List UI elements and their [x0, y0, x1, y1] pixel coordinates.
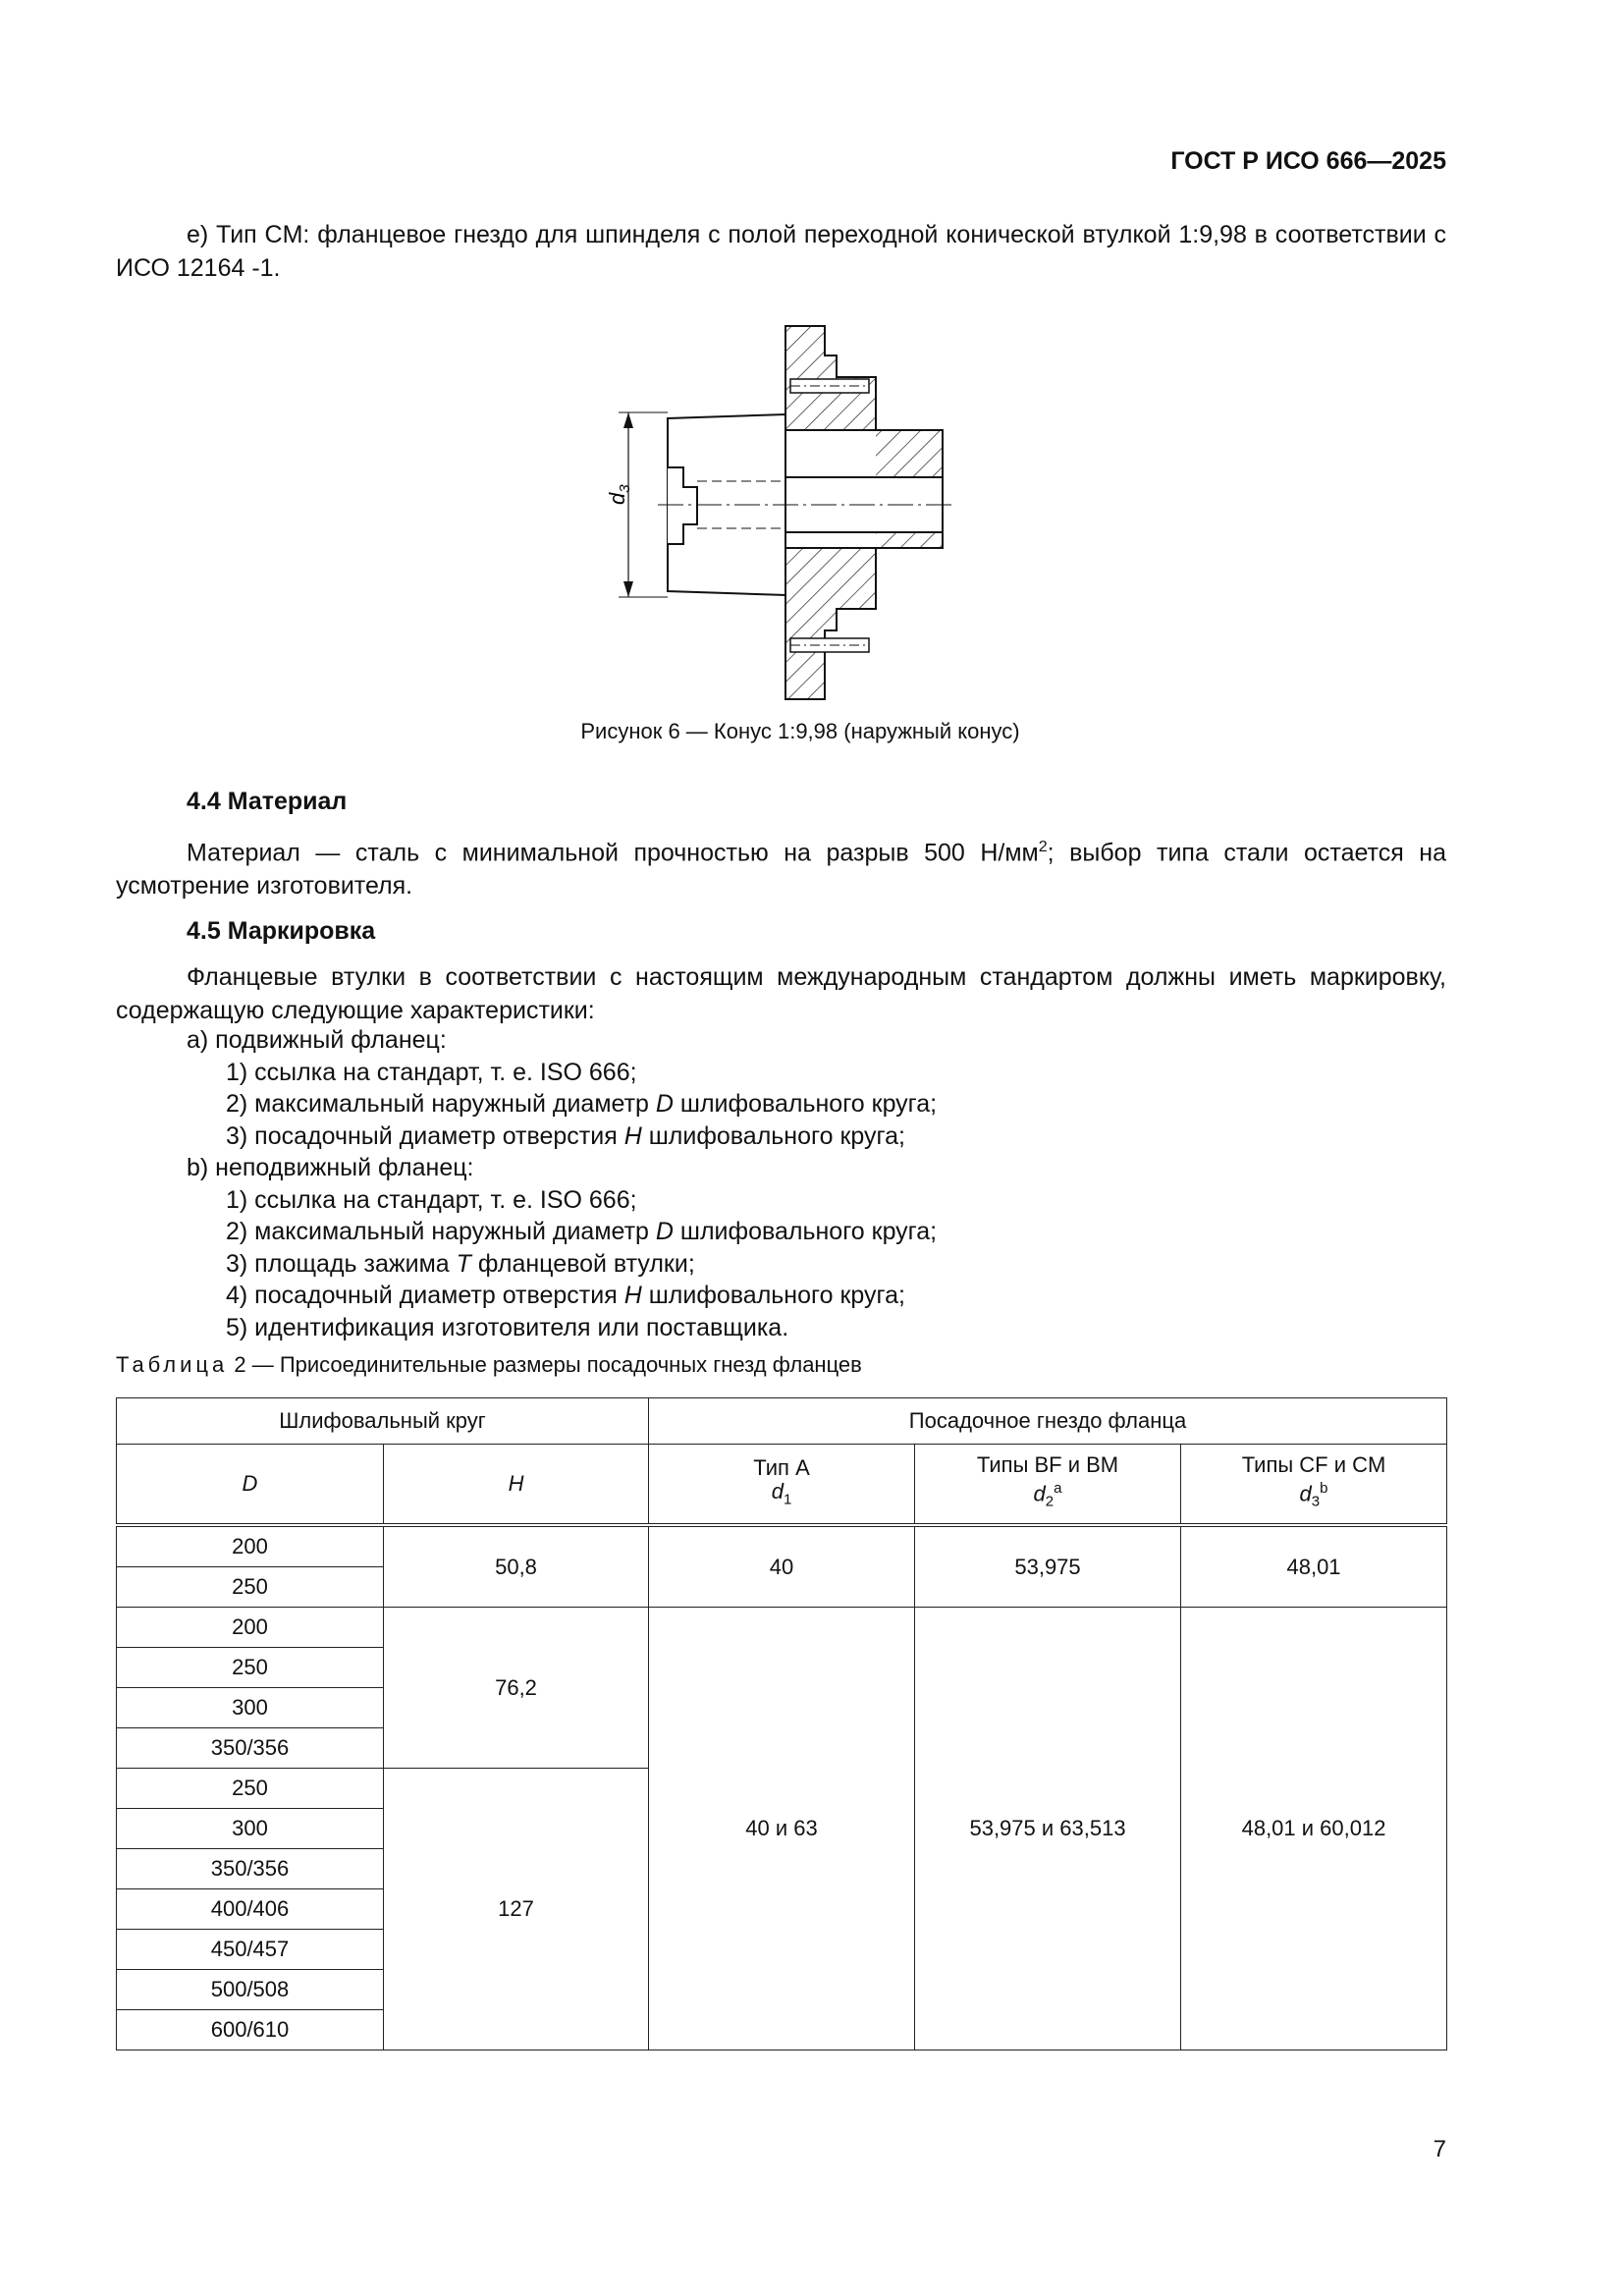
header-grinding-wheel: Шлифовальный круг	[117, 1398, 649, 1445]
table-row: 600/610	[117, 2010, 1447, 2050]
list-item: b) неподвижный фланец:	[187, 1154, 474, 1181]
header-type-c: Типы CF и CM $d_3^b$	[1181, 1445, 1447, 1526]
list-item: 3) площадь зажима T фланцевой втулки;	[226, 1249, 695, 1278]
flange-section-top	[785, 326, 876, 430]
header-type-b: Типы BF и BM $d_2^a$	[915, 1445, 1181, 1526]
flange-dimensions-table	[116, 1397, 1447, 2050]
list-item: 1) ссылка на стандарт, т. е. ISO 666;	[226, 1058, 637, 1086]
marking-intro: Фланцевые втулки в соответствии с настоящим международным стандартом должны иметь маркировку, содержащую следующие характеристики:	[116, 963, 1446, 1024]
table-row: 350/356	[117, 1849, 1447, 1889]
header-type-a: Тип A $d_1$	[649, 1445, 915, 1526]
table-row: 500/508	[117, 1970, 1447, 2010]
section-heading-material: 4.4 Материал	[187, 788, 348, 815]
list-item: 4) посадочный диаметр отверстия H шлифовального круга;	[226, 1282, 905, 1309]
list-item: 1) ссылка на стандарт, т. е. ISO 666;	[226, 1185, 637, 1214]
list-item: а) подвижный фланец:	[187, 1026, 447, 1054]
item-e-paragraph: e) Тип CM: фланцевое гнездо для шпинделя с полой переходной конической втулкой 1:9,98 в соответствии с ИСО 12164 -1.	[116, 221, 1446, 282]
page-number: 7	[1433, 2136, 1446, 2162]
header-flange-seat: Посадочное гнездо фланца	[649, 1398, 1447, 1445]
table-row: 300	[117, 1688, 1447, 1728]
table-row: 250	[117, 1648, 1447, 1688]
marking-list	[187, 1024, 937, 1343]
dimension-d3-label: $d_3$	[605, 484, 633, 505]
header-D: D	[117, 1445, 384, 1526]
table-row: 300	[117, 1809, 1447, 1849]
list-item: 2) максимальный наружный диаметр D шлифовального круга;	[226, 1218, 938, 1245]
header-H: H	[384, 1445, 649, 1526]
table-row: 350/356	[117, 1728, 1447, 1769]
material-paragraph: Материал — сталь с минимальной прочностью на разрыв 500 $Н/мм^2$; выбор типа стали остается на усмотрение изготовителя.	[116, 839, 1446, 901]
figure-caption: Рисунок 6 — Конус 1:9,98 (наружный конус)	[580, 719, 1020, 743]
table-title: Таблица 2 — Присоединительные размеры посадочных гнезд фланцев	[116, 1352, 862, 1377]
list-item: 5) идентификация изготовителя или поставщика.	[226, 1313, 789, 1341]
table-row: 200 76,2 40 и 63 53,975 и 63,513 48,01 и 60,012	[117, 1608, 1447, 1648]
section-heading-marking: 4.5 Маркировка	[187, 917, 376, 945]
flange-section-bottom	[785, 548, 876, 699]
table-row: 250 127	[117, 1769, 1447, 1809]
table-row: 450/457	[117, 1930, 1447, 1970]
page-header: ГОСТ Р ИСО 666—2025	[1170, 147, 1446, 175]
list-item: 2) максимальный наружный диаметр D шлифовального круга;	[226, 1090, 938, 1118]
figure-cone-drawing	[589, 314, 1001, 727]
table-row: 400/406	[117, 1889, 1447, 1930]
table-row: 200 50,8 40 53,975 48,01	[117, 1525, 1447, 1567]
list-item: 3) посадочный диаметр отверстия H шлифовального круга;	[226, 1121, 905, 1150]
table-row: 250	[117, 1567, 1447, 1608]
